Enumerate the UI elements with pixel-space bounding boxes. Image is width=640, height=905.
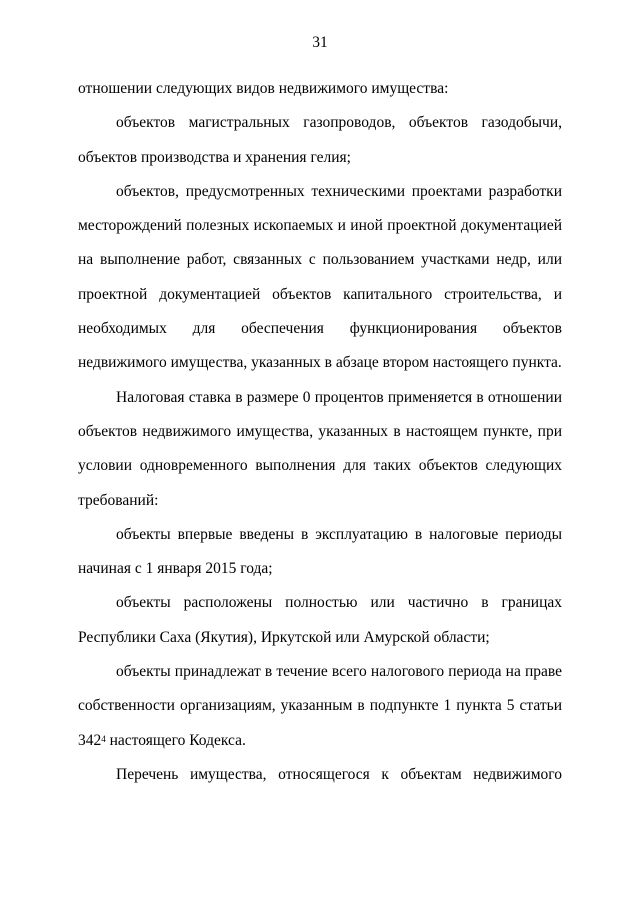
paragraph-4: Налоговая ставка в размере 0 процентов применяется в отношении объектов недвижимого имущества, указанных в настоящем пункте, при условии одновременного выполнения для таких объектов следующих требований:	[78, 388, 562, 509]
paragraph-7	[78, 655, 562, 758]
paragraph-2: объектов магистральных газопроводов, объектов газодобычи, объектов производства и хранения гелия;	[78, 114, 562, 166]
paragraph-7-tail: настоящего Кодекса.	[105, 731, 246, 749]
paragraph-1: отношении следующих видов недвижимого имущества:	[78, 80, 449, 97]
page-number: 31	[312, 34, 328, 51]
article-superscript: 4	[101, 733, 106, 744]
paragraph-6: объекты расположены полностью или частично в границах Республики Саха (Якутия), Иркутской или Амурской области;	[78, 594, 562, 646]
paragraph-7-text: объекты принадлежат в течение всего налогового периода на праве собственности организациям, указанным в подпункте 1 пункта 5 статьи 342	[78, 663, 562, 749]
paragraph-5: объекты впервые введены в эксплуатацию в налоговые периоды начиная с 1 января 2015 года;	[78, 525, 562, 578]
paragraph-8: Перечень имущества, относящегося к объектам недвижимого	[116, 765, 562, 783]
paragraph-3: объектов, предусмотренных техническими проектами разработки месторождений полезных ископаемых и иной проектной документацией на выполнение работ, связанных с пользованием участками недр, или проектной документацией объектов капитального строительства, и необходимых для обеспечения функционирования объектов недвижимого имущества, указанных в абзаце втором настоящего пункта.	[78, 182, 562, 372]
document-body	[78, 72, 562, 792]
